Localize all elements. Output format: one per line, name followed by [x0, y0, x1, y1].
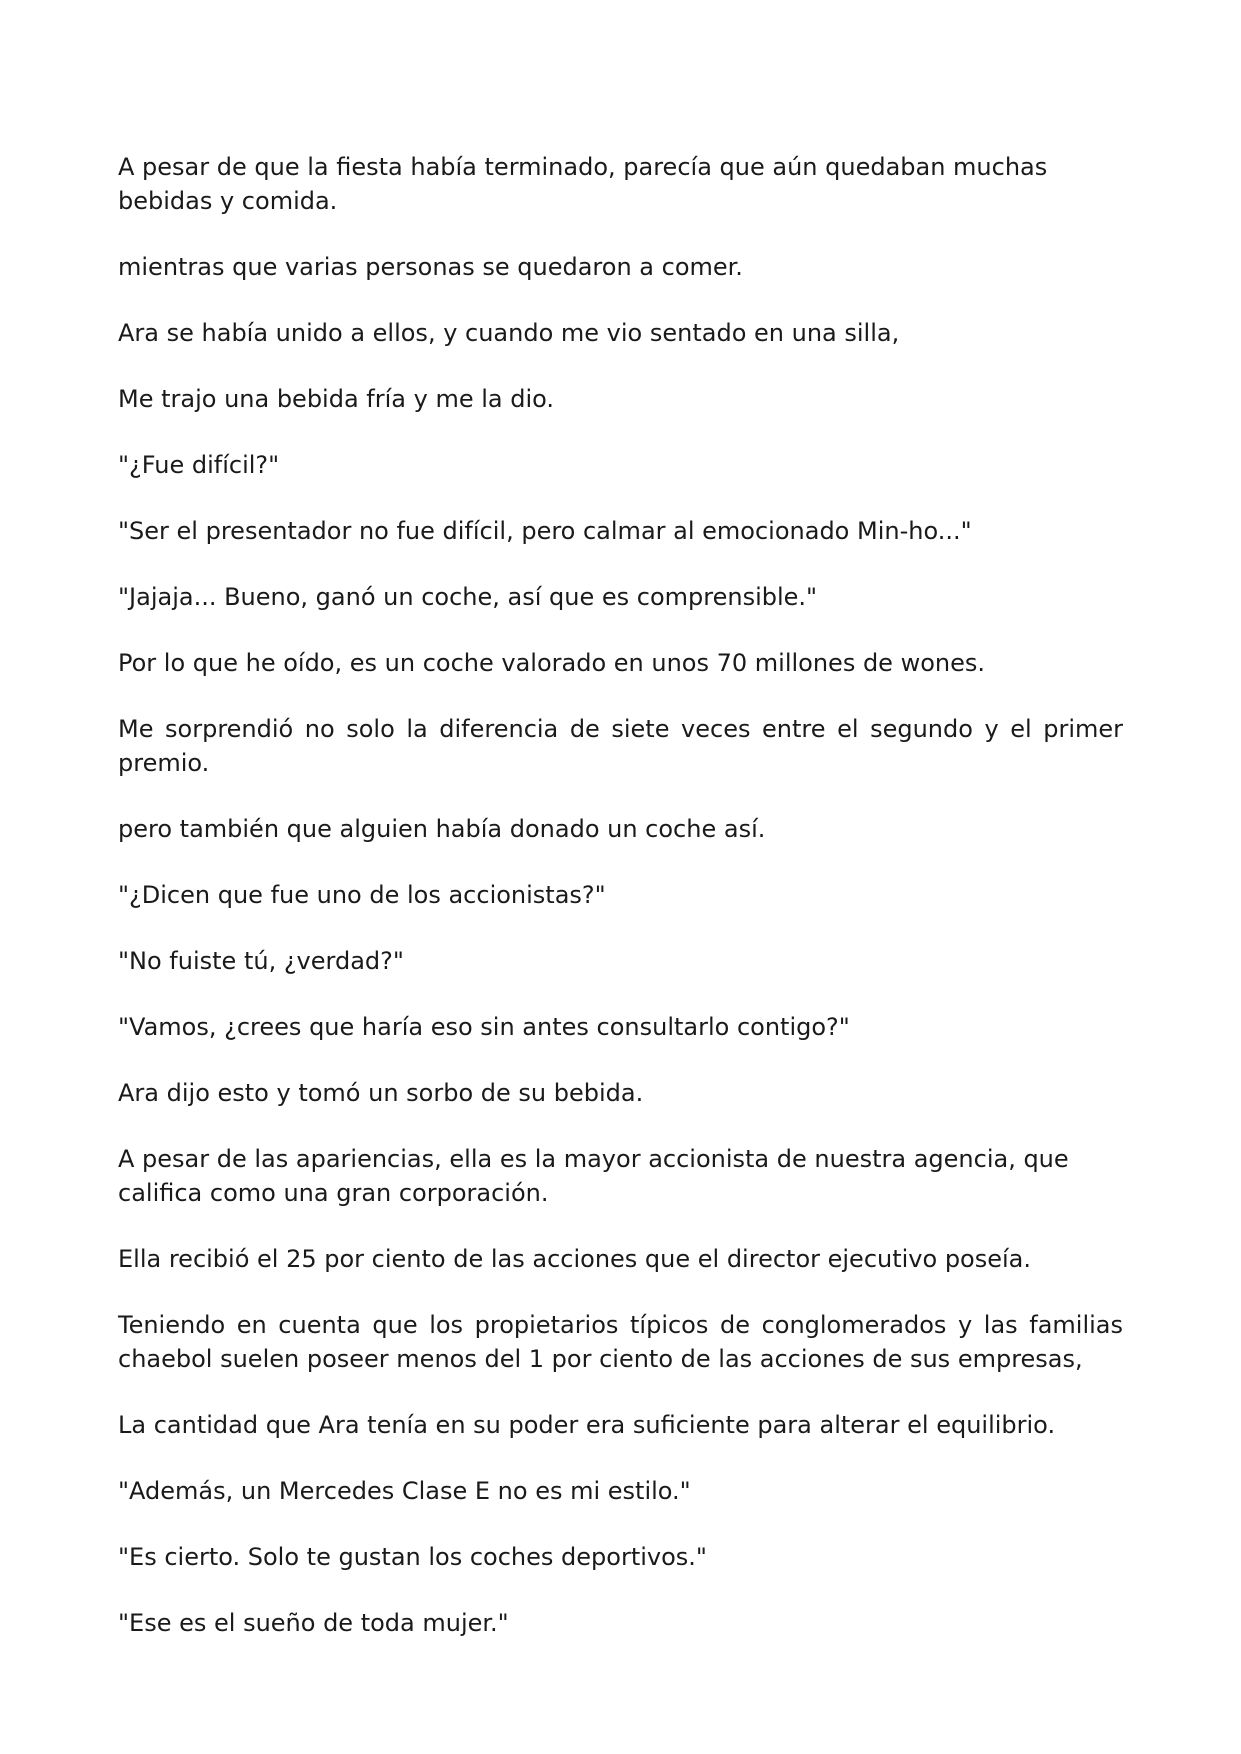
- paragraph: Me sorprendió no solo la diferencia de siete veces entre el segundo y el primer premio.: [118, 715, 1123, 777]
- paragraph: Ara dijo esto y tomó un sorbo de su bebida.: [118, 1079, 644, 1107]
- paragraph: Por lo que he oído, es un coche valorado en unos 70 millones de wones.: [118, 649, 985, 677]
- paragraph: "Es cierto. Solo te gustan los coches deportivos.": [118, 1543, 707, 1571]
- paragraph: pero también que alguien había donado un coche así.: [118, 815, 766, 843]
- paragraph: "Vamos, ¿crees que haría eso sin antes consultarlo contigo?": [118, 1013, 850, 1041]
- paragraph: A pesar de las apariencias, ella es la mayor accionista de nuestra agencia, que califica como una gran corporación.: [118, 1145, 1069, 1207]
- paragraph: mientras que varias personas se quedaron a comer.: [118, 253, 743, 281]
- paragraph: La cantidad que Ara tenía en su poder era suficiente para alterar el equilibrio.: [118, 1411, 1056, 1439]
- paragraph: A pesar de que la fiesta había terminado, parecía que aún quedaban muchas bebidas y comida.: [118, 153, 1048, 215]
- paragraph: "Jajaja... Bueno, ganó un coche, así que es comprensible.": [118, 583, 818, 611]
- paragraph: "¿Dicen que fue uno de los accionistas?": [118, 881, 606, 909]
- paragraph: "No fuiste tú, ¿verdad?": [118, 947, 404, 975]
- paragraph: Ella recibió el 25 por ciento de las acciones que el director ejecutivo poseía.: [118, 1245, 1032, 1273]
- paragraph: Ara se había unido a ellos, y cuando me vio sentado en una silla,: [118, 319, 900, 347]
- document-body: [118, 150, 1123, 1672]
- paragraph: Me trajo una bebida fría y me la dio.: [118, 385, 555, 413]
- paragraph: "Además, un Mercedes Clase E no es mi estilo.": [118, 1477, 691, 1505]
- paragraph: Teniendo en cuenta que los propietarios típicos de conglomerados y las familias chaebol suelen poseer menos del 1 por ciento de las acciones de sus empresas,: [118, 1311, 1123, 1373]
- paragraph: "Ese es el sueño de toda mujer.": [118, 1609, 509, 1637]
- paragraph: "¿Fue difícil?": [118, 451, 280, 479]
- paragraph: "Ser el presentador no fue difícil, pero calmar al emocionado Min-ho...": [118, 517, 972, 545]
